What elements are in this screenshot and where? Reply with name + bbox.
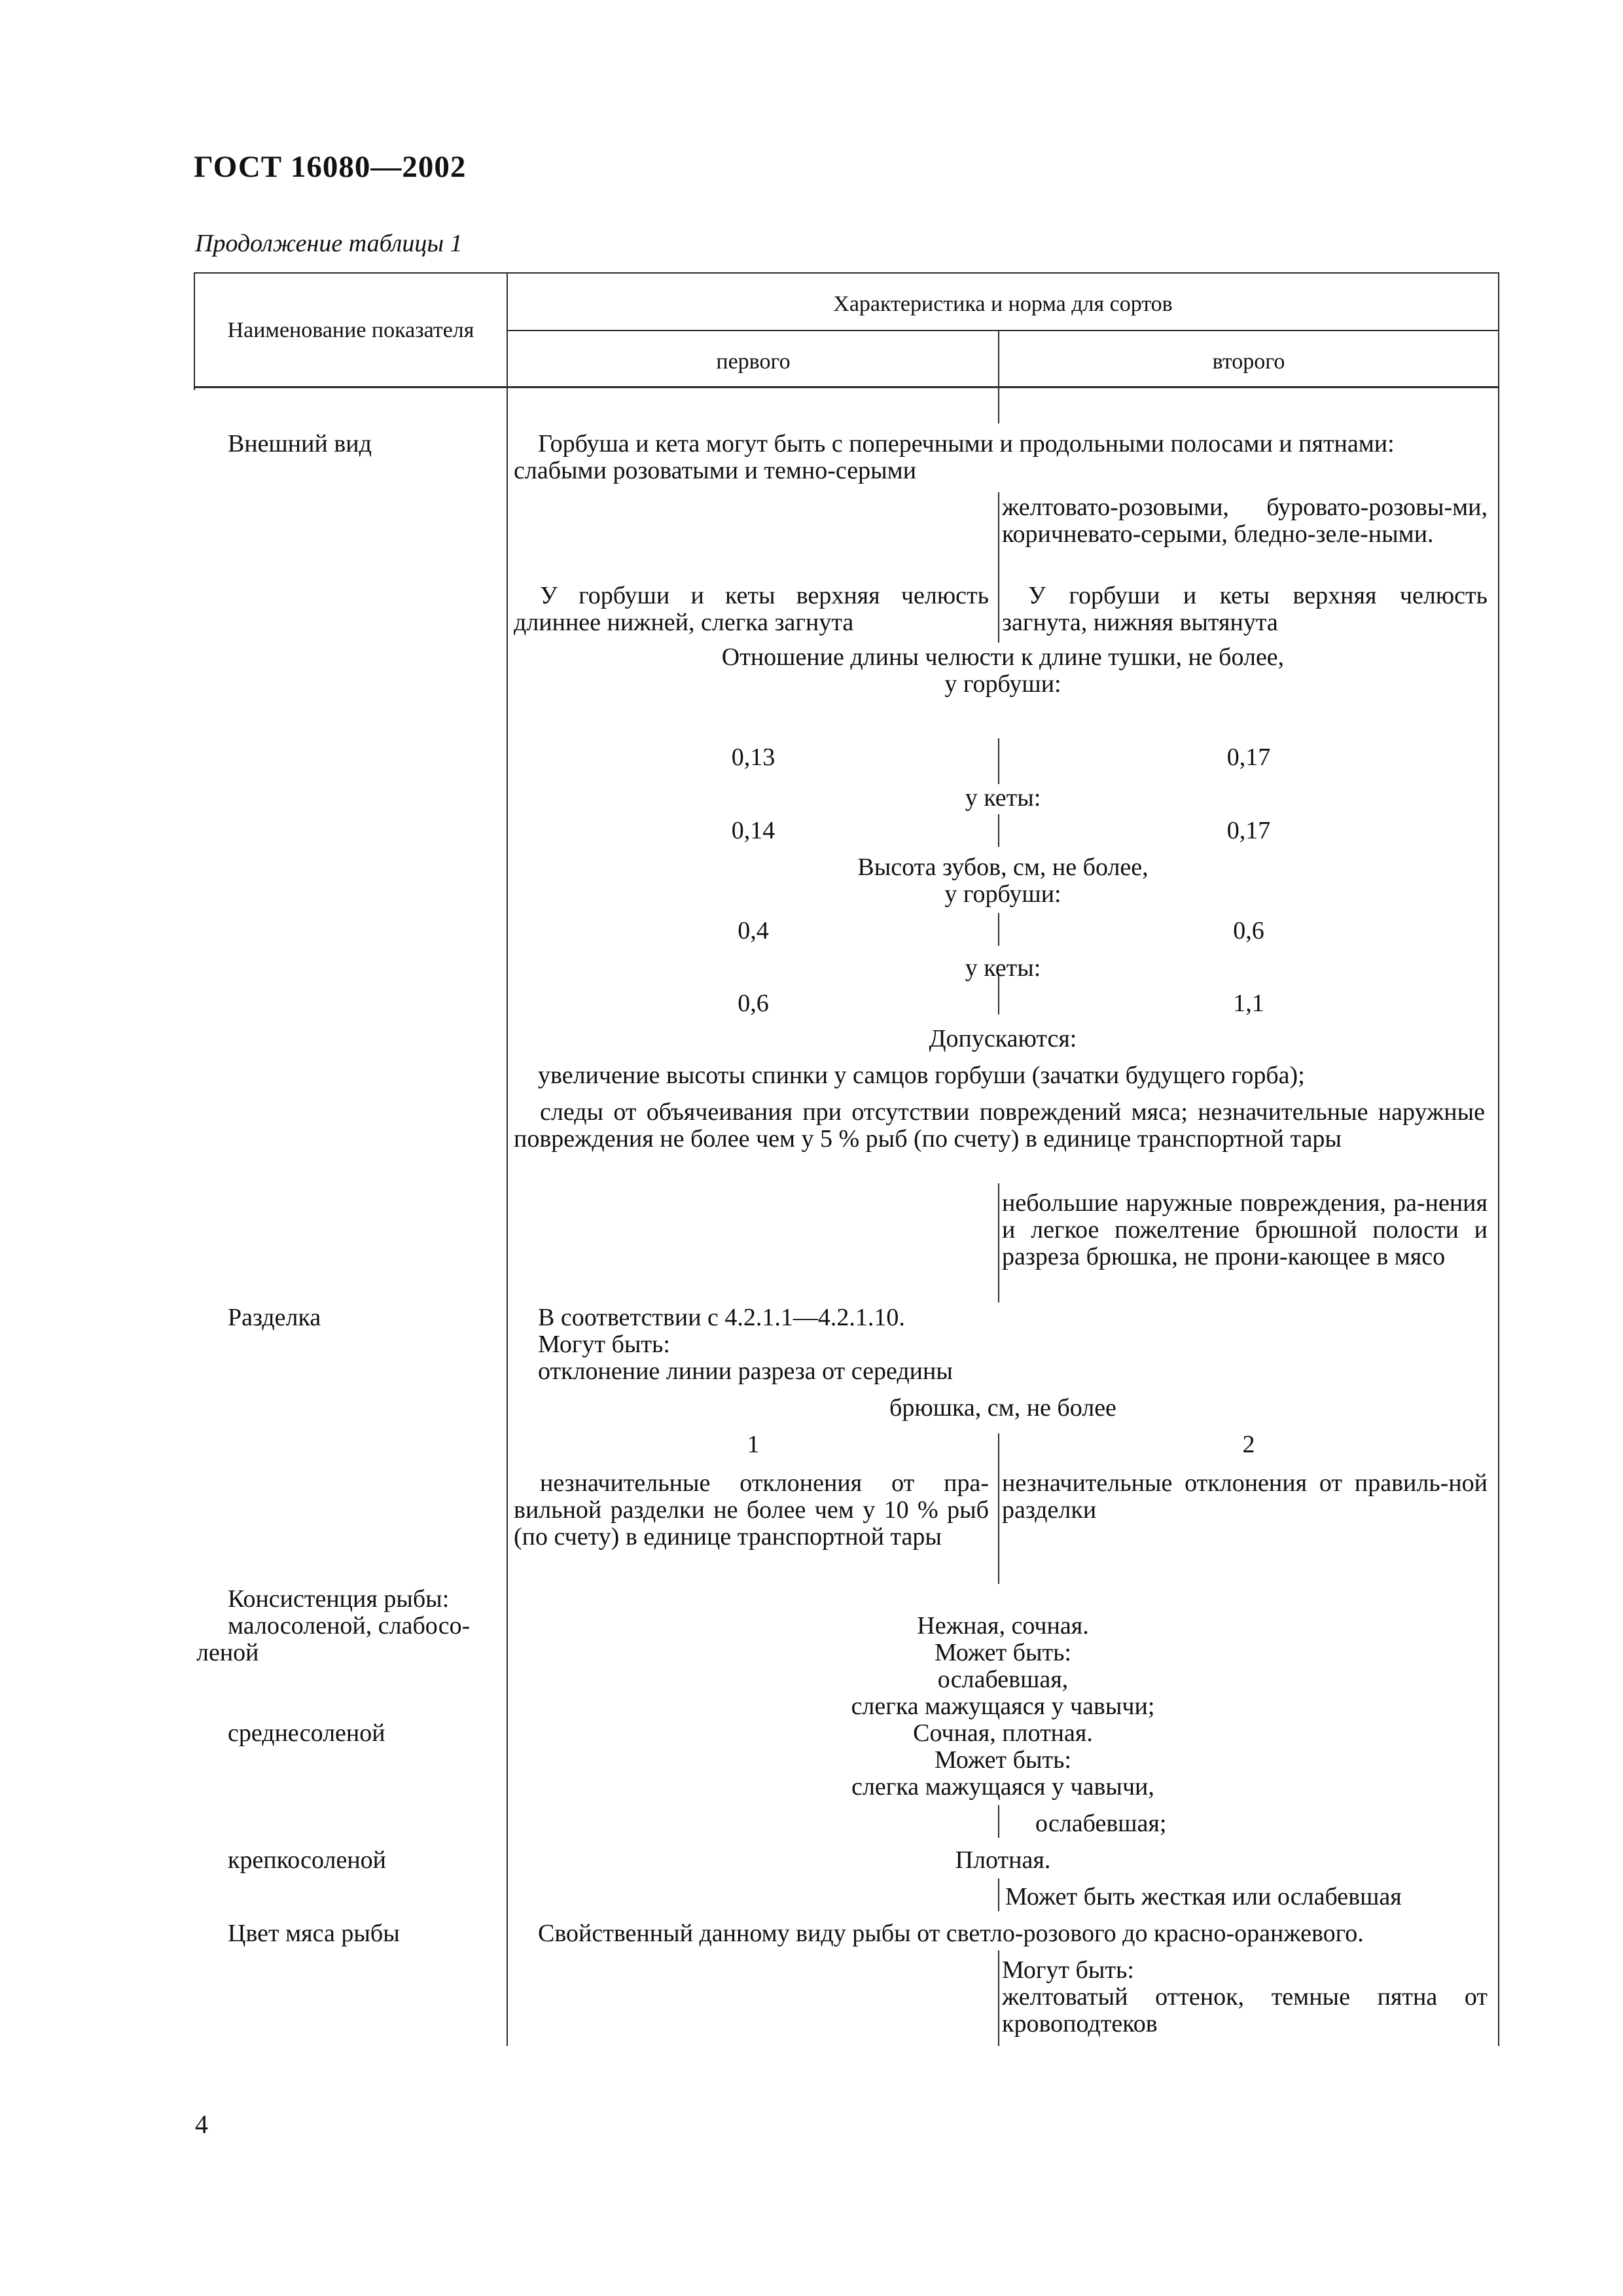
appearance-stripes-line2: слабыми розоватыми и темно-серыми xyxy=(514,457,917,484)
grade-divider xyxy=(998,1805,999,1838)
ratio-gorbusha-grade2: 0,17 xyxy=(1226,744,1271,771)
ratio-gorbusha-grade1: 0,13 xyxy=(731,744,776,771)
consistency-strong-1: Плотная. xyxy=(955,1846,1051,1874)
teeth-keta-label: у кеты: xyxy=(965,954,1041,982)
consistency-light-1: Нежная, сочная. xyxy=(917,1612,1089,1640)
grade-divider xyxy=(998,387,999,423)
page-number: 4 xyxy=(195,2109,208,2139)
cutting-reference: В соответствии с 4.2.1.1—4.2.1.10. xyxy=(538,1304,905,1331)
meat-color-grade2: желтоватый оттенок, темные пятна от кровоподтеков xyxy=(1002,1983,1488,2037)
cutting-value-grade1: 1 xyxy=(747,1431,760,1458)
consistency-medium-2: Может быть: xyxy=(935,1746,1071,1774)
teeth-gorbusha-grade2: 0,6 xyxy=(1233,917,1264,944)
consistency-light-4: слегка мажущаяся у чавычи; xyxy=(851,1693,1155,1720)
grade-divider xyxy=(998,1950,999,2046)
row-label-cutting: Разделка xyxy=(228,1304,321,1331)
appearance-hump: увеличение высоты спинки у самцов горбуши (зачатки будущего горба); xyxy=(538,1062,1305,1089)
cutting-belly: брюшка, см, не более xyxy=(889,1394,1116,1422)
teeth-line1: Высота зубов, см, не более, xyxy=(857,853,1149,881)
teeth-keta-grade1: 0,6 xyxy=(738,990,769,1017)
cutting-minor-grade2: незначительные отклонения от правиль-ной разделки xyxy=(1002,1469,1488,1524)
grade-divider xyxy=(998,1878,999,1911)
ratio-keta-label: у кеты: xyxy=(965,784,1041,812)
ratio-keta-grade2: 0,17 xyxy=(1226,817,1271,844)
consistency-medium-1: Сочная, плотная. xyxy=(913,1719,1093,1747)
row-label-meat-color: Цвет мяса рыбы xyxy=(228,1920,400,1947)
table-header-bottom-line xyxy=(194,386,1499,388)
header-grade1: первого xyxy=(716,350,791,374)
appearance-damage-grade2: небольшие наружные повреждения, ра-нения и легкое пожелтение брюшной полости и разреза брюшка, не прони-кающее в мясо xyxy=(1002,1189,1488,1270)
cutting-deviation: отклонение линии разреза от середины xyxy=(538,1357,953,1385)
table-continuation-caption: Продолжение таблицы 1 xyxy=(195,230,463,257)
row-label-light-salted-1: малосоленой, слабосо- xyxy=(228,1612,471,1640)
row-label-light-salted-2: леной xyxy=(196,1639,259,1666)
row-label-medium-salted: среднесоленой xyxy=(228,1719,385,1747)
consistency-medium-3: слегка мажущаяся у чавычи, xyxy=(851,1773,1154,1801)
teeth-line2: у горбуши: xyxy=(944,880,1061,908)
grade-divider xyxy=(998,492,999,643)
meat-color-may-be: Могут быть: xyxy=(1002,1956,1134,1984)
consistency-medium-grade2: ослабевшая; xyxy=(1035,1810,1167,1837)
table-header-mid-line xyxy=(507,330,1499,331)
appearance-stripes-grade2: желтовато-розовыми, буровато-розовы-ми, коричневато-серыми, бледно-зеле-ными. xyxy=(1002,493,1488,548)
appearance-allowed: Допускаются: xyxy=(929,1025,1077,1052)
header-grade2: второго xyxy=(1212,350,1285,374)
consistency-light-2: Может быть: xyxy=(935,1639,1071,1666)
appearance-net-marks: следы от объячеивания при отсутствии повреждений мяса; незначительные наружные повреждения не более чем у 5 % рыб (по счету) в единице транспортной тары xyxy=(514,1098,1485,1153)
row-label-strong-salted: крепкосоленой xyxy=(228,1846,387,1874)
cutting-value-grade2: 2 xyxy=(1242,1431,1255,1458)
table-right-border xyxy=(1498,272,1499,2046)
consistency-strong-grade2: Может быть жесткая или ослабевшая xyxy=(1005,1883,1402,1910)
consistency-light-3: ослабевшая, xyxy=(937,1666,1069,1693)
teeth-gorbusha-grade1: 0,4 xyxy=(738,917,769,944)
header-indicator: Наименование показателя xyxy=(227,318,474,342)
ratio-keta-grade1: 0,14 xyxy=(731,817,776,844)
appearance-ratio-line1: Отношение длины челюсти к длине тушки, не более, xyxy=(721,643,1285,671)
header-characteristic: Характеристика и норма для сортов xyxy=(833,292,1173,316)
cutting-minor-grade1: незначительные отклонения от пра-вильной разделки не более чем у 10 % рыб (по счету) в единице транспортной тары xyxy=(514,1469,989,1551)
appearance-stripes-line1: Горбуша и кета могут быть с поперечными и продольными полосами и пятнами: xyxy=(538,430,1395,457)
appearance-jaw-grade2: У горбуши и кеты верхняя челюсть загнута, нижняя вытянута xyxy=(1002,582,1488,636)
teeth-keta-grade2: 1,1 xyxy=(1233,990,1264,1017)
meat-color-text: Свойственный данному виду рыбы от светло-розового до красно-оранжевого. xyxy=(538,1920,1364,1947)
document-title: ГОСТ 16080—2002 xyxy=(194,150,467,184)
cutting-may-be: Могут быть: xyxy=(538,1331,670,1358)
appearance-ratio-line2: у горбуши: xyxy=(944,670,1061,698)
grade-divider xyxy=(998,1183,999,1302)
appearance-jaw-grade1: У горбуши и кеты верхняя челюсть длиннее нижней, слегка загнута xyxy=(514,582,989,636)
table-top-border xyxy=(194,272,1499,274)
row-label-consistency: Консистенция рыбы: xyxy=(228,1585,450,1613)
row-label-appearance: Внешний вид xyxy=(228,430,372,457)
